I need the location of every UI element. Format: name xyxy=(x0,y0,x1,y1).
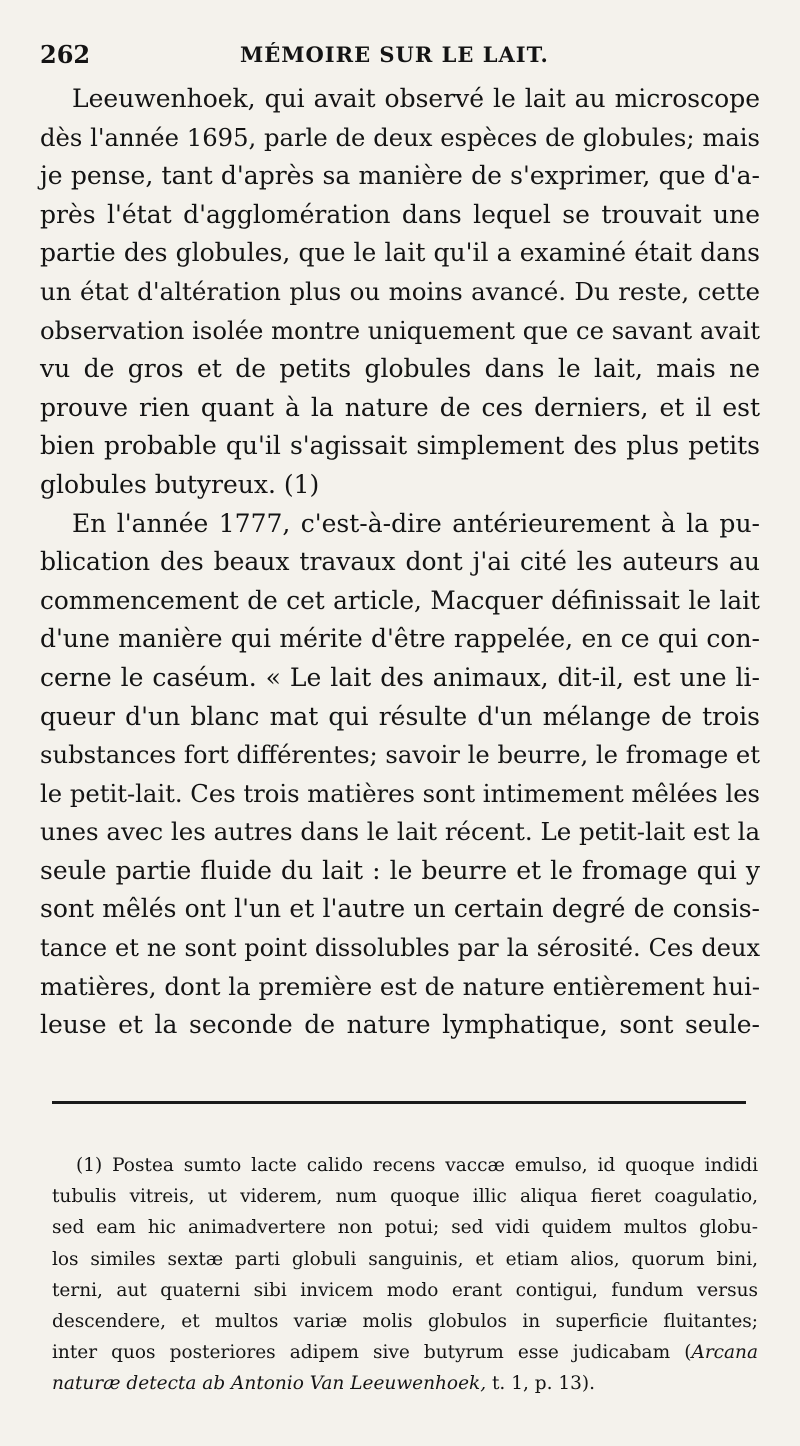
text-line: En l'année 1777, c'est-à-dire antérieurement à la pu- xyxy=(72,508,760,538)
footnote-line: sed eam hic animadvertere non potui; sed vidi quidem multos globu- xyxy=(52,1217,758,1239)
text-line: un état d'altération plus ou moins avancé. Du reste, cette xyxy=(40,276,760,306)
text-line: bien probable qu'il s'agissait simplement des plus petits xyxy=(40,431,760,461)
text-line: seule partie fluide du lait : le beurre et le fromage qui y xyxy=(40,855,760,885)
text-line: sont mêlés ont l'un et l'autre un certain degré de consis- xyxy=(40,894,760,924)
text-line: blication des beaux travaux dont j'ai cité les auteurs au xyxy=(40,547,760,577)
footnote-line: descendere, et multos variæ molis globulos in superficie fluitantes; xyxy=(52,1310,758,1332)
text-line: dès l'année 1695, parle de deux espèces de globules; mais xyxy=(40,122,760,152)
text-line: substances fort différentes; savoir le beurre, le fromage et xyxy=(40,740,761,770)
footnote-line: los similes sextæ parti globuli sanguinis, et etiam alios, quorum bini, xyxy=(52,1248,758,1270)
footnote-citation-italic: naturæ detecta ab Antonio Van Leeuwenhoek, xyxy=(52,1373,487,1395)
text-line: unes avec les autres dans le lait récent. Le petit-lait est la xyxy=(40,817,761,847)
text-line: leuse et la seconde de nature lymphatique, sont seule- xyxy=(40,1010,760,1040)
footnote-separator xyxy=(52,1101,746,1104)
main-text xyxy=(40,80,760,1045)
footnote-line: terni, aut quaterni sibi invicem modo erant contigui, fundum versus xyxy=(52,1279,758,1301)
footnote-line: (1) Postea sumto lacte calido recens vaccæ emulso, id quoque indidi xyxy=(76,1155,758,1176)
footnote-line-text: inter quos posteriores adipem sive butyrum esse judicabam ( xyxy=(52,1342,692,1364)
text-line: commencement de cet article, Macquer définissait le lait xyxy=(40,585,760,615)
page-header xyxy=(40,36,760,72)
text-line: observation isolée montre uniquement que ce savant avait xyxy=(40,315,760,345)
footnote-citation-italic: Arcana xyxy=(691,1342,758,1364)
text-line: prouve rien quant à la nature de ces derniers, et il est xyxy=(40,392,760,422)
text-line: je pense, tant d'après sa manière de s'exprimer, que d'a- xyxy=(40,161,760,191)
text-line: vu de gros et de petits globules dans le lait, mais ne xyxy=(40,354,760,384)
text-line: matières, dont la première est de nature entièrement hui- xyxy=(40,971,761,1001)
text-line: partie des globules, que le lait qu'il a examiné était dans xyxy=(40,238,760,268)
text-line: globules butyreux. (1) xyxy=(40,469,320,499)
text-line: d'une manière qui mérite d'être rappelée, en ce qui con- xyxy=(40,624,760,654)
text-line: cerne le caséum. « Le lait des animaux, dit-il, est une li- xyxy=(40,662,760,692)
text-line: queur d'un blanc mat qui résulte d'un mélange de trois xyxy=(40,701,760,731)
running-title: MÉMOIRE SUR LE LAIT. xyxy=(240,42,549,67)
footnote-line xyxy=(52,1368,758,1399)
text-line: près l'état d'agglomération dans lequel se trouvait une xyxy=(40,199,760,229)
footnote xyxy=(52,1150,758,1400)
text-line: Leeuwenhoek, qui avait observé le lait au microscope xyxy=(72,84,760,113)
text-line: tance et ne sont point dissolubles par la sérosité. Ces deux xyxy=(40,934,760,963)
footnote-line-text: t. 1, p. 13). xyxy=(492,1373,595,1395)
page-number: 262 xyxy=(40,40,91,69)
text-line: le petit-lait. Ces trois matières sont intimement mêlées les xyxy=(40,778,760,808)
footnote-line: tubulis vitreis, ut viderem, num quoque illic aliqua fieret coagulatio, xyxy=(52,1186,758,1208)
footnote-line xyxy=(52,1337,758,1368)
